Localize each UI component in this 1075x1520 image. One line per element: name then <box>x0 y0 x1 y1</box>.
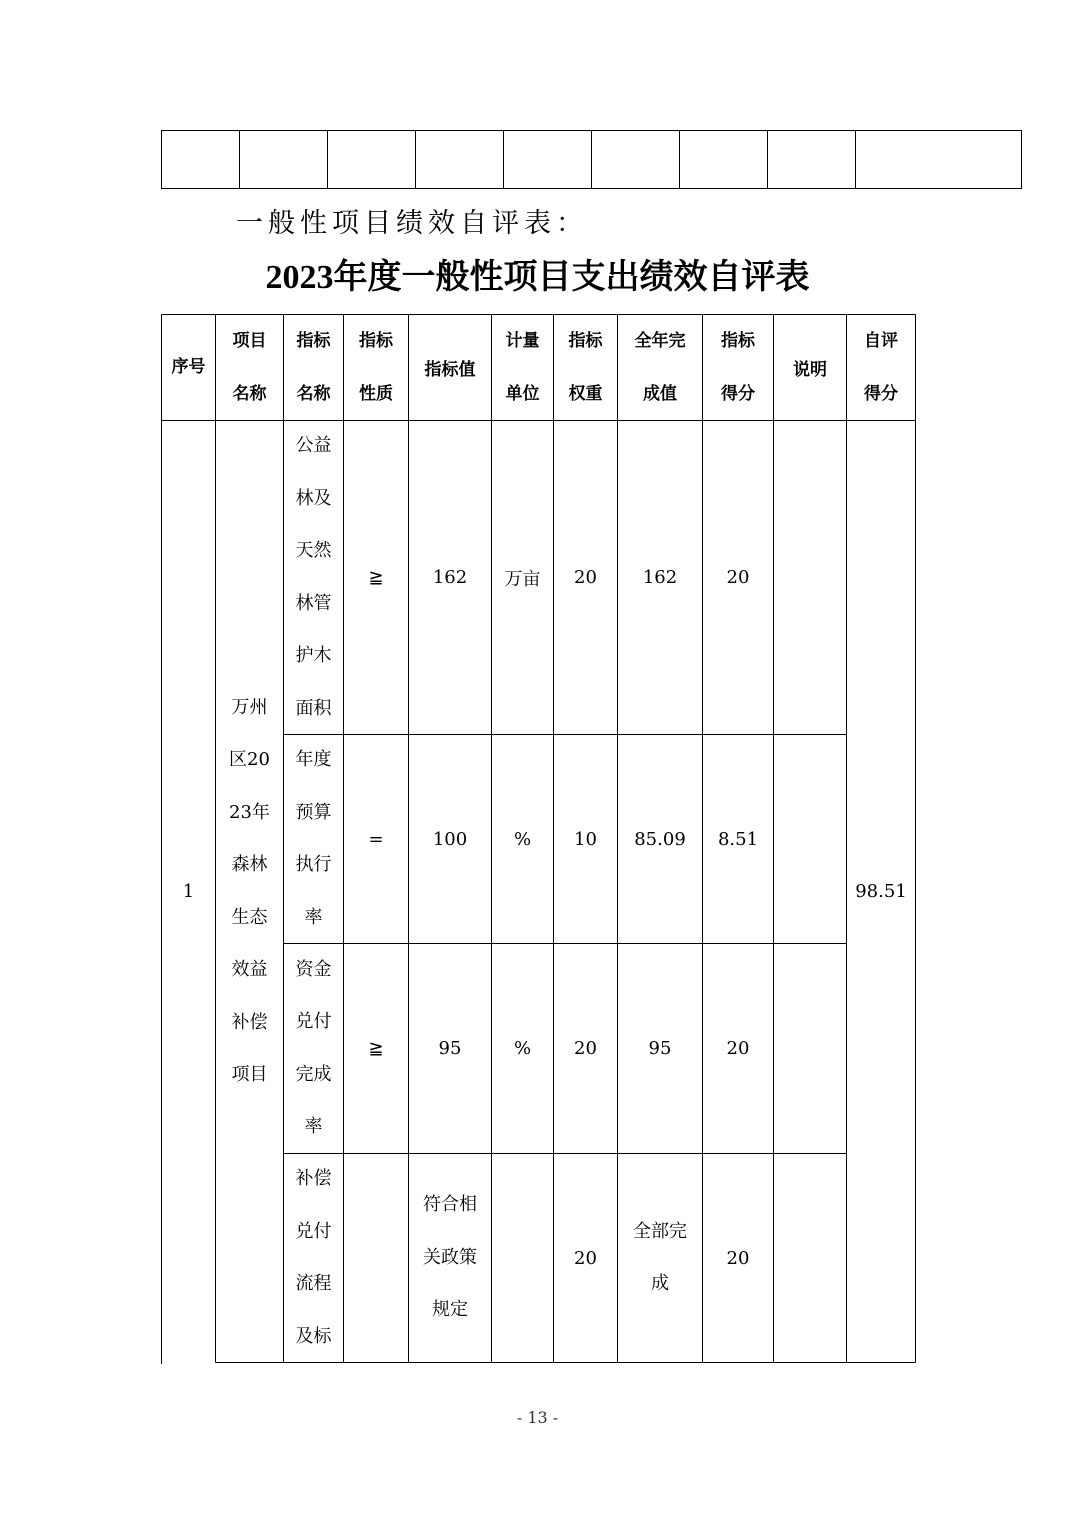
header-indicator-name: 指标名称 <box>296 331 331 404</box>
table-row-3-nature: ≧ <box>368 1038 384 1059</box>
table-row-2-actual: 85.09 <box>634 828 686 850</box>
project-seq: 1 <box>182 881 195 902</box>
table-row-2-nature: = <box>368 828 384 850</box>
project-name: 万州区2023年森林生态效益补偿项目 <box>229 696 270 1085</box>
header-actual-value: 全年完成值 <box>634 331 686 404</box>
table-row-3-unit: % <box>513 1038 532 1059</box>
table-row-2-unit: % <box>513 828 532 850</box>
header-project-name: 项目名称 <box>232 331 267 404</box>
table-row-3-indicator-name: 资金兑付完成率 <box>295 958 332 1137</box>
section-subheading: 一般性项目绩效自评表： <box>236 208 588 239</box>
table-title: 2023年度一般性项目支出绩效自评表 <box>265 259 810 296</box>
table-row-2-value: 100 <box>432 828 468 850</box>
table-row-1-value: 162 <box>432 567 468 588</box>
header-indicator-value: 指标值 <box>424 360 476 380</box>
table-row-2-score: 8.51 <box>717 828 759 850</box>
table-row-1-note <box>774 421 846 734</box>
table-row-1-nature: ≧ <box>368 567 384 588</box>
table-row-3-actual: 95 <box>648 1038 672 1059</box>
table-row-3-value: 95 <box>438 1038 462 1059</box>
header-unit: 计量单位 <box>505 331 540 404</box>
table-row-1-indicator-name: 公益林及天然林管护木面积 <box>295 435 332 719</box>
table-row-4-unit <box>492 1154 553 1362</box>
page-number: - 13 - <box>516 1408 559 1427</box>
table-row-3-weight: 20 <box>574 1038 597 1059</box>
table-row-2-indicator-name: 年度预算执行率 <box>295 749 332 928</box>
table-row-1-unit: 万亩 <box>504 568 541 590</box>
table-row-1-weight: 20 <box>574 567 597 588</box>
project-self-score: 98.51 <box>855 881 907 902</box>
header-self-score: 自评得分 <box>864 331 898 404</box>
header-indicator-score: 指标得分 <box>721 331 755 404</box>
table-row-3-note <box>774 944 846 1153</box>
table-row-4-actual: 全部完成 <box>633 1220 687 1294</box>
table-row-1-score: 20 <box>726 567 750 588</box>
table-row-4-score: 20 <box>726 1247 750 1269</box>
header-note: 说明 <box>793 360 827 380</box>
table-row-4-note <box>774 1154 846 1362</box>
table-row-2-note <box>774 735 846 943</box>
table-row-4-value: 符合相关政策规定 <box>423 1194 477 1321</box>
project-name-cell <box>216 421 283 1362</box>
table-row-2-weight: 10 <box>574 828 597 850</box>
header-seq: 序号 <box>171 357 206 378</box>
table-row-4-weight: 20 <box>574 1247 597 1269</box>
header-weight: 指标权重 <box>568 331 603 404</box>
table-row-4-nature <box>344 1154 408 1362</box>
header-indicator-nature: 指标性质 <box>359 331 393 404</box>
table-row-1-actual: 162 <box>642 567 678 588</box>
table-row-4-indicator-name: 补偿兑付流程及标 <box>295 1168 332 1347</box>
table-row-3-score: 20 <box>726 1038 750 1059</box>
